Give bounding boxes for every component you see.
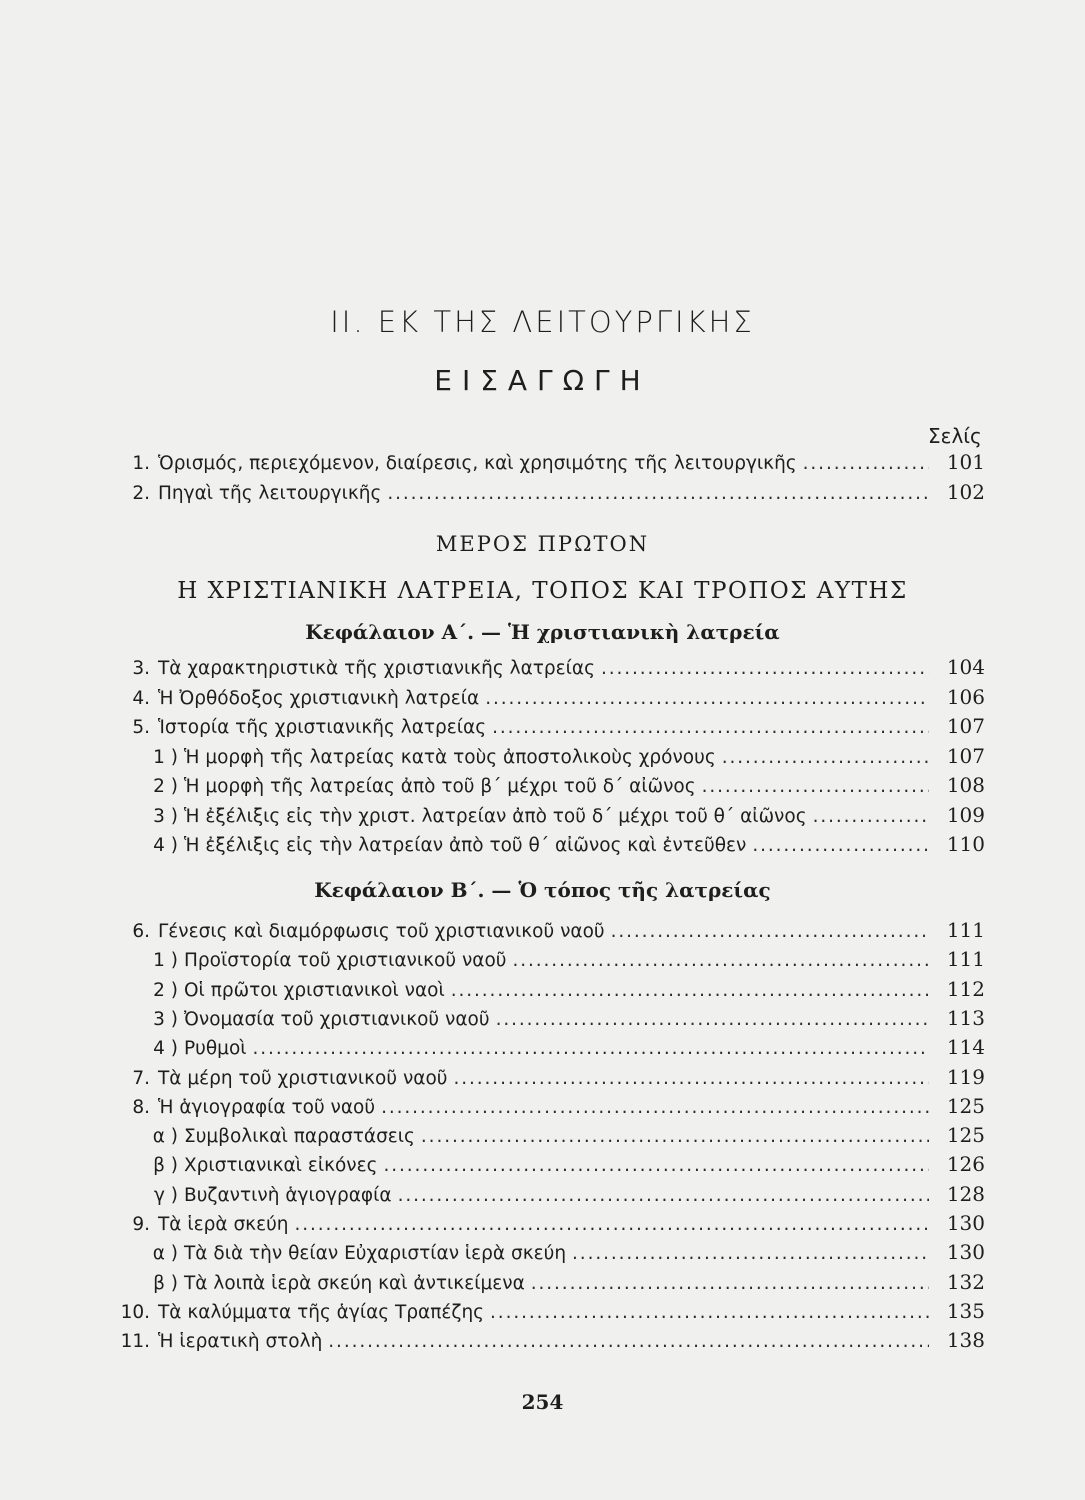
toc-entry: [0, 450, 985, 478]
toc-entry-number: 1 ): [153, 746, 178, 768]
toc-entry: [0, 685, 985, 713]
toc-entry: [0, 744, 985, 772]
toc-entry: [0, 1152, 985, 1180]
toc-entry: [0, 1065, 985, 1093]
leader-dots: [496, 1009, 929, 1030]
toc-entry-page: 102: [946, 480, 985, 504]
toc-entry-page: 104: [946, 655, 985, 679]
leader-dots: [531, 1273, 929, 1294]
toc-entry-number: β ): [153, 1155, 178, 1177]
toc-entry-title: Πηγαὶ τῆς λειτουργικῆς: [158, 483, 382, 504]
toc-entry-number: 3.: [132, 658, 150, 679]
toc-entry-title: Ὀνομασία τοῦ χριστιανικοῦ ναοῦ: [184, 1008, 490, 1030]
toc-entry: [0, 1299, 985, 1327]
leader-dots: [384, 1155, 929, 1176]
toc-entry-number: 9.: [132, 1214, 150, 1235]
toc-entry-title: Ἡ ἐξέλιξις εἰς τὴν χριστ. λατρείαν ἀπὸ τοῦ δ΄ μέχρι τοῦ θ΄ αἰῶνος: [184, 805, 807, 827]
leader-dots: [381, 1097, 929, 1118]
toc-entry-page: 111: [946, 947, 985, 972]
toc-entry-title: Τὰ μέρη τοῦ χριστιανικοῦ ναοῦ: [158, 1067, 448, 1089]
leader-dots: [421, 1126, 929, 1147]
toc-entry-page: 111: [946, 918, 985, 942]
toc-entry-title: Τὰ χαρακτηριστικὰ τῆς χριστιανικῆς λατρείας: [158, 658, 595, 679]
toc-entry-page: 130: [946, 1240, 985, 1265]
toc-entry: [0, 655, 985, 683]
toc-entry-number: 4.: [132, 687, 150, 709]
toc-entry: [0, 1006, 985, 1034]
toc-entry-number: 3 ): [153, 805, 178, 827]
leader-dots: [803, 453, 929, 474]
toc-entry-number: 2.: [132, 483, 150, 504]
toc-entry-title: Τὰ διὰ τὴν θείαν Εὐχαριστίαν ἱερὰ σκεύη: [184, 1243, 567, 1265]
toc-entry-page: 107: [946, 714, 985, 738]
toc-entry-number: β ): [153, 1272, 178, 1294]
leader-dots: [513, 950, 930, 971]
toc-entry-page: 125: [946, 1093, 985, 1118]
leader-dots: [328, 1331, 929, 1352]
toc-entry-number: 7.: [132, 1067, 150, 1089]
toc-entry-title: Τὰ καλύμματα τῆς ἁγίας Τραπέζης: [158, 1301, 485, 1323]
toc-entry: [0, 1270, 985, 1298]
page-number: 254: [521, 1390, 564, 1414]
toc-entry-page: 109: [946, 802, 985, 827]
toc-entry: [0, 1211, 985, 1239]
leader-dots: [253, 1038, 929, 1059]
toc-entry-title: Ἡ μορφὴ τῆς λατρείας κατὰ τοὺς ἀποστολικοὺς χρόνους: [184, 746, 716, 768]
leader-dots: [722, 747, 929, 768]
toc-entry-page: 113: [946, 1005, 985, 1030]
pages-column-label: Σελίς: [928, 424, 982, 448]
toc-entry-title: Οἱ πρῶτοι χριστιανικοὶ ναοὶ: [184, 979, 445, 1001]
toc-entry-page: 138: [946, 1328, 985, 1353]
toc-entry-number: α ): [152, 1243, 178, 1265]
leader-dots: [398, 1185, 929, 1206]
part-title: ΜΕΡΟΣ ΠΡΩΤΟΝ: [435, 532, 650, 556]
toc-entry-title: Γένεσις καὶ διαμόρφωσις τοῦ χριστιανικοῦ ναοῦ: [158, 921, 605, 942]
toc-entry: [0, 1094, 985, 1122]
toc-entry-title: Ρυθμοὶ: [184, 1038, 247, 1060]
toc-entry-number: γ ): [153, 1184, 178, 1206]
toc-entry-title: Ἡ Ὀρθόδοξος χριστιανικὴ λατρεία: [158, 687, 480, 709]
toc-entry-title: Τὰ ἱερὰ σκεύη: [158, 1214, 289, 1235]
toc-entry: [0, 714, 985, 742]
toc-entry-title: Ἡ ἱερατικὴ στολὴ: [158, 1331, 323, 1353]
toc-entry: [0, 947, 985, 975]
toc-entry-page: 107: [946, 743, 985, 768]
toc-entry: [0, 918, 985, 946]
toc-entry: [0, 977, 985, 1005]
leader-dots: [454, 1068, 930, 1089]
toc-entry: [0, 1182, 985, 1210]
toc-entry-number: 3 ): [153, 1008, 178, 1030]
chapter-a-title: Κεφάλαιον Α΄. — Ἡ χριστιανικὴ λατρεία: [305, 620, 780, 644]
toc-entry-page: 126: [946, 1152, 985, 1177]
leader-dots: [485, 688, 929, 709]
toc-entry-title: Ἡ ἁγιογραφία τοῦ ναοῦ: [158, 1096, 376, 1118]
toc-entry: [0, 1035, 985, 1063]
toc-entry: [0, 480, 985, 508]
toc-entry-number: 1.: [132, 453, 150, 474]
toc-entry-number: α ): [152, 1126, 178, 1148]
toc-entry-page: 132: [946, 1269, 985, 1294]
toc-entry-number: 4 ): [153, 835, 178, 856]
toc-entry-title: Χριστιανικαὶ εἰκόνες: [184, 1155, 378, 1177]
toc-entry-page: 135: [946, 1298, 985, 1323]
leader-dots: [601, 658, 929, 679]
toc-entry-number: 8.: [132, 1096, 150, 1118]
toc-entry-number: 1 ): [153, 950, 178, 972]
toc-entry-title: Ἡ μορφὴ τῆς λατρείας ἀπὸ τοῦ β΄ μέχρι τοῦ δ΄ αἰῶνος: [184, 776, 696, 797]
toc-entry-number: 6.: [132, 921, 150, 942]
toc-entry-title: Ὁρισμός, περιεχόμενον, διαίρεσις, καὶ χρησιμότης τῆς λειτουργικῆς: [158, 453, 797, 474]
leader-dots: [611, 921, 929, 942]
toc-entry-page: 110: [946, 832, 985, 856]
toc-entry-page: 101: [946, 450, 985, 474]
leader-dots: [572, 1243, 929, 1264]
toc-entry-page: 119: [946, 1064, 985, 1089]
leader-dots: [492, 717, 929, 738]
toc-entry-title: Προϊστορία τοῦ χριστιανικοῦ ναοῦ: [184, 950, 507, 972]
toc-entry-number: 4 ): [153, 1038, 178, 1060]
leader-dots: [752, 835, 929, 856]
chapter-b-title: Κεφάλαιον Β΄. — Ὁ τόπος τῆς λατρείας: [314, 878, 771, 902]
leader-dots: [490, 1302, 929, 1323]
toc-entry-page: 108: [946, 773, 985, 797]
toc-entry-number: 5.: [132, 717, 150, 738]
toc-entry-number: 2 ): [153, 776, 178, 797]
section-title: II. ΕΚ ΤΗΣ ΛΕΙΤΟΥΡΓΙΚΗΣ: [330, 305, 755, 339]
toc-entry-page: 114: [946, 1035, 985, 1060]
introduction-title: ΕΙΣΑΓΩΓΗ: [434, 364, 651, 397]
toc-entry: [0, 832, 985, 860]
leader-dots: [702, 776, 929, 797]
toc-entry-number: 10.: [120, 1301, 150, 1323]
toc-entry: [0, 803, 985, 831]
toc-entry: [0, 1240, 985, 1268]
toc-entry-page: 112: [946, 976, 985, 1001]
toc-entry-page: 106: [946, 684, 985, 709]
toc-entry-title: Βυζαντινὴ ἁγιογραφία: [184, 1184, 392, 1206]
toc-entry-title: Τὰ λοιπὰ ἱερὰ σκεύη καὶ ἀντικείμενα: [184, 1272, 525, 1294]
toc-entry-page: 125: [946, 1123, 985, 1148]
toc-entry-title: Ἡ ἐξέλιξις εἰς τὴν λατρείαν ἀπὸ τοῦ θ΄ αἰῶνος καὶ ἐντεῦθεν: [184, 835, 747, 856]
toc-entry: [0, 1123, 985, 1151]
part-subtitle: Η ΧΡΙΣΤΙΑΝΙΚΗ ΛΑΤΡΕΙΑ, ΤΟΠΟΣ ΚΑΙ ΤΡΟΠΟΣ ΑΥΤΗΣ: [177, 578, 908, 604]
toc-entry-page: 128: [946, 1181, 985, 1206]
leader-dots: [451, 980, 929, 1001]
leader-dots: [813, 806, 929, 827]
toc-entry-title: Ἱστορία τῆς χριστιανικῆς λατρείας: [158, 717, 487, 738]
toc-entry-page: 130: [946, 1211, 985, 1235]
toc-entry: [0, 1328, 985, 1356]
toc-entry: [0, 773, 985, 801]
toc-entry-number: 2 ): [153, 979, 178, 1001]
toc-entry-title: Συμβολικαὶ παραστάσεις: [184, 1126, 415, 1148]
leader-dots: [387, 483, 929, 504]
leader-dots: [295, 1214, 929, 1235]
toc-entry-number: 11.: [120, 1331, 150, 1353]
